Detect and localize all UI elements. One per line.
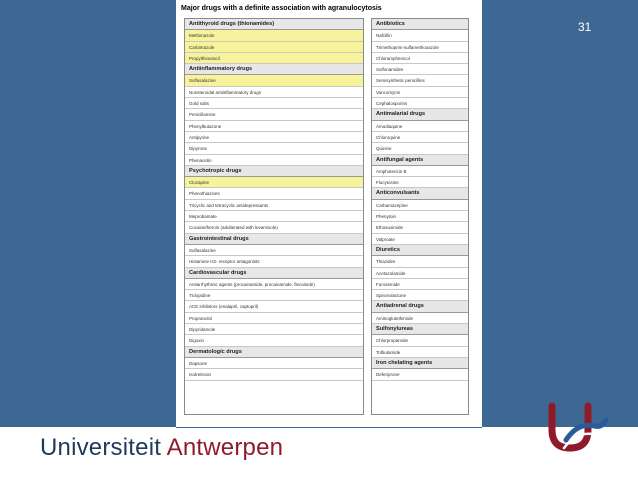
drug-item: Chloroquine [372, 132, 468, 143]
brand-second-word: Antwerpen [166, 434, 284, 461]
category-header: Antiinflammatory drugs [185, 64, 363, 75]
drug-item: Phenothiazines [185, 188, 363, 199]
drug-item: Tricyclic and tetracyclic antidepressants [185, 200, 363, 211]
drug-item: Phenytoin [372, 211, 468, 222]
drug-item: Vancomycin [372, 87, 468, 98]
category-header: Iron chelating agents [372, 358, 468, 369]
category-header: Antithyroid drugs (thionamides) [185, 19, 363, 30]
category-header: Cardiovascular drugs [185, 268, 363, 279]
drug-item: Valproate [372, 234, 468, 245]
drug-item: Dipyrone [185, 143, 363, 154]
drug-item: Antiarrhythmic agents (procainamide, procainamide, flecainide) [185, 279, 363, 290]
drug-item: Ethosuximide [372, 222, 468, 233]
category-header: Antiadrenal drugs [372, 301, 468, 312]
drug-item: Ticlopidine [185, 290, 363, 301]
drug-item: Trimethoprim-sulfamethoxazole [372, 42, 468, 53]
drug-item: Penicillamine [185, 109, 363, 120]
drug-item: Chloramphenicol [372, 53, 468, 64]
drug-item: Nonsteroidal antiinflammatory drugs [185, 87, 363, 98]
category-header: Sulfonylureas [372, 324, 468, 335]
drug-item: Aminoglutethimide [372, 313, 468, 324]
category-header: Antimalarial drugs [372, 109, 468, 120]
brand-first-word: Universiteit [40, 434, 162, 461]
drug-item: Carbimazole [185, 42, 363, 53]
drug-item: Sulfonamides [372, 64, 468, 75]
drug-item: Histamine H2- receptor antagonists [185, 256, 363, 267]
drug-item: Chlorpropamide [372, 335, 468, 346]
drug-item: Dipyridamole [185, 324, 363, 335]
drug-item: Propranolol [185, 313, 363, 324]
drug-item: Thiazides [372, 256, 468, 267]
drug-item: Digoxin [185, 335, 363, 346]
drug-item: Clozapine [185, 177, 363, 188]
drug-item: Methimazole [185, 30, 363, 41]
left-drug-column [185, 19, 363, 381]
drug-item: Sulfasalazine [185, 245, 363, 256]
university-logo-icon [544, 400, 608, 456]
drug-item: Quinine [372, 143, 468, 154]
divider-line [176, 427, 482, 428]
category-header: Anticonvulsants [372, 188, 468, 199]
drug-item: Flucytosine [372, 177, 468, 188]
drug-item: Acetazolamide [372, 268, 468, 279]
drug-item: Spironolactone [372, 290, 468, 301]
slide-number: 31 [578, 20, 592, 34]
drug-item: Meprobamate [185, 211, 363, 222]
category-header: Psychotropic drugs [185, 166, 363, 177]
drug-item: Antipyrine [185, 132, 363, 143]
category-header: Diuretics [372, 245, 468, 256]
category-header: Antibiotics [372, 19, 468, 30]
drug-item: Sulfasalazine [185, 75, 363, 86]
drug-item: Amphotericin B [372, 166, 468, 177]
university-wordmark [40, 434, 283, 462]
drug-item: Cocaine/heroin (adulterated with levamisole) [185, 222, 363, 233]
drug-item: Nafcillin [372, 30, 468, 41]
drug-item: Cephalosporins [372, 98, 468, 109]
drug-item: Furosemide [372, 279, 468, 290]
drug-item: Propylthiouracil [185, 53, 363, 64]
drug-item: Amodiaquine [372, 121, 468, 132]
category-header: Antifungal agents [372, 155, 468, 166]
drug-item: Gold salts [185, 98, 363, 109]
category-header: Dermatologic drugs [185, 347, 363, 358]
drug-item: Phenacetin [185, 155, 363, 166]
drug-item: Phenylbutazone [185, 121, 363, 132]
drug-item: Deferiprone [372, 369, 468, 380]
drug-item: Carbamazepine [372, 200, 468, 211]
drug-item: Dapsone [185, 358, 363, 369]
table-title: Major drugs with a definite association with agranulocytosis [181, 5, 382, 12]
drug-item: Tolbutamide [372, 347, 468, 358]
category-header: Gastrointestinal drugs [185, 234, 363, 245]
right-drug-column [372, 19, 468, 381]
drug-item: ACE inhibitors (enalapril, captopril) [185, 301, 363, 312]
drug-item: Isotretinoin [185, 369, 363, 380]
drug-item: Semisynthetic penicillins [372, 75, 468, 86]
